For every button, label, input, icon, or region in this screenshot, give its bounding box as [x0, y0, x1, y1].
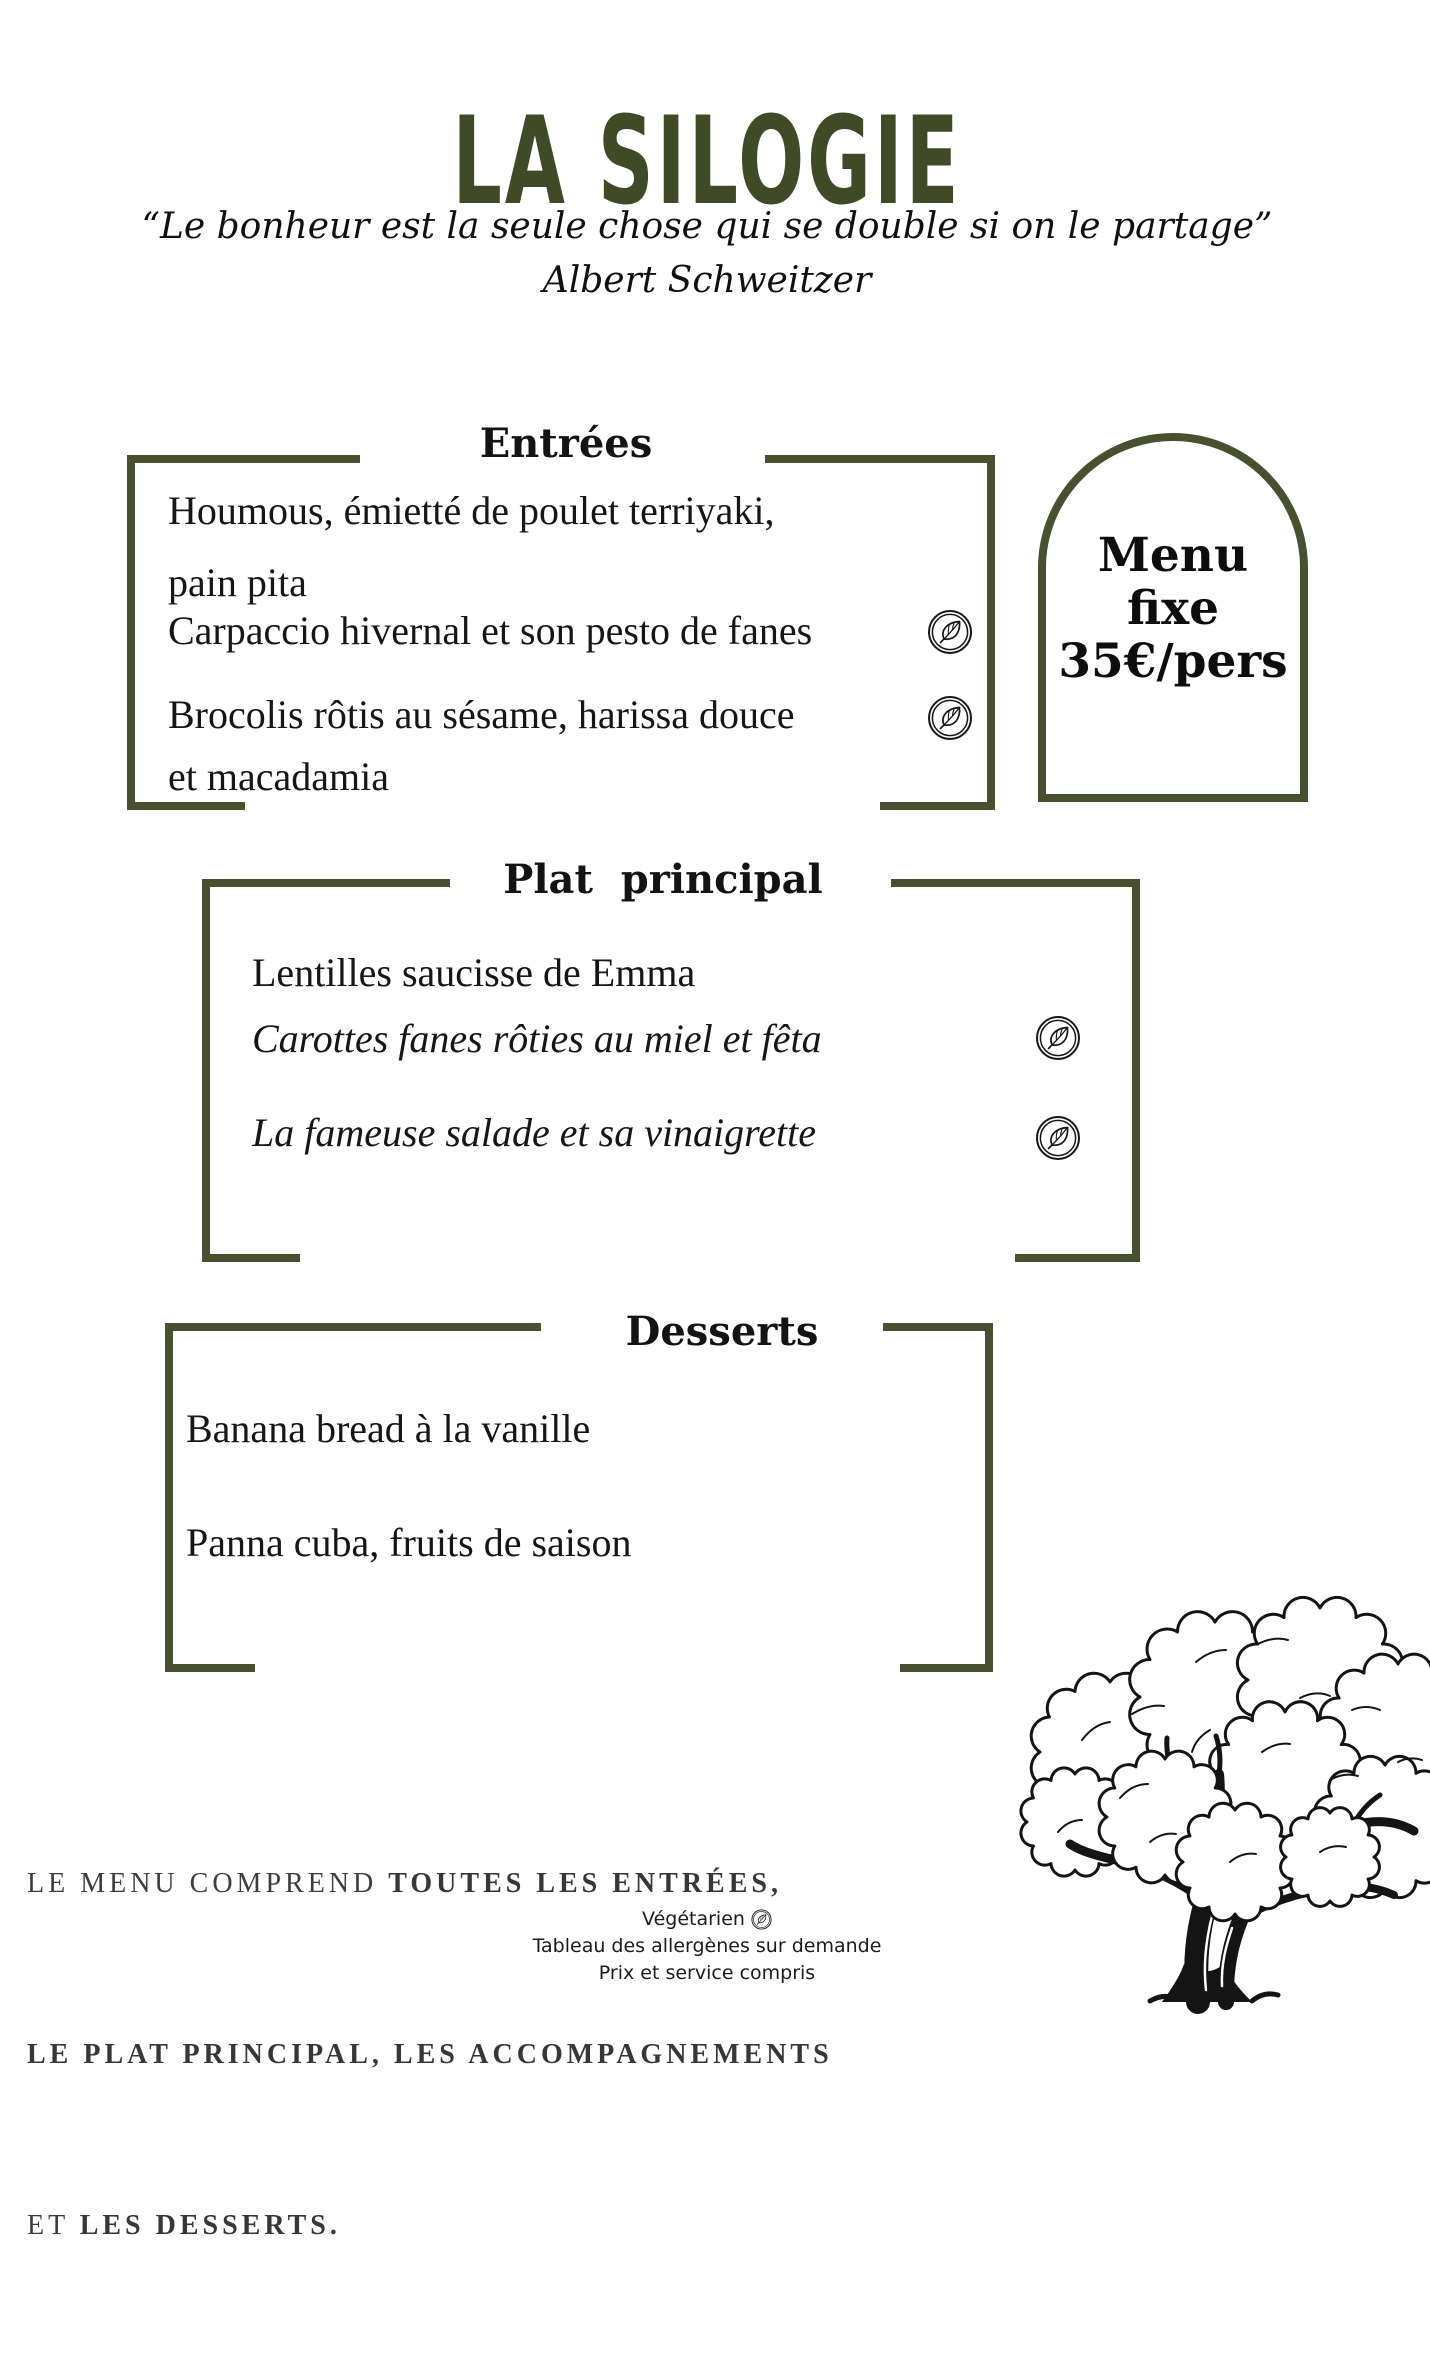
olive-tree-illustration — [1000, 1602, 1430, 2000]
legend-allergens: Tableau des allergènes sur demande — [532, 1935, 882, 1957]
menu-item-line: La fameuse salade et sa vinaigrette — [252, 1110, 816, 1155]
desserts-frame — [165, 1323, 993, 1672]
menu-item-line: Houmous, émietté de poulet terriyaki, — [168, 488, 775, 533]
restaurant-logo: LA SILOGIE — [452, 92, 962, 232]
quote-author: Albert Schweitzer — [542, 260, 872, 301]
vegetarian-leaf-icon — [751, 1909, 772, 1930]
plat-frame-bottom-gap — [300, 1254, 1015, 1263]
section-title-desserts: Desserts — [625, 1308, 819, 1355]
menu-item-line: Panna cuba, fruits de saison — [186, 1520, 632, 1565]
badge-line: fixe — [1126, 581, 1220, 636]
fixed-menu-price-badge — [1038, 433, 1308, 802]
menu-item-line: Carpaccio hivernal et son pesto de fanes — [168, 608, 813, 653]
plat-principal-frame — [202, 879, 1140, 1262]
menu-item-line: pain pita — [168, 560, 307, 605]
note-line: LE PLAT PRINCIPAL, LES ACCOMPAGNEMENTS — [27, 2039, 833, 2070]
entrees-frame-bottom-gap — [245, 802, 880, 811]
vegetarian-leaf-icon — [1035, 1115, 1081, 1161]
vegetarian-leaf-icon — [1035, 1015, 1081, 1061]
note-line: LE MENU COMPREND TOUTES LES ENTRÉES, — [27, 1868, 782, 1899]
desserts-frame-bottom-gap — [255, 1664, 900, 1673]
legend-pricing: Prix et service compris — [598, 1962, 816, 1984]
legend-vegetarian: Végétarien — [0, 1906, 1414, 1933]
badge-line: Menu — [1097, 528, 1249, 583]
vegetarian-leaf-icon — [927, 609, 973, 655]
quote-text: “Le bonheur est la seule chose qui se double si on le partage” — [141, 206, 1273, 247]
section-title-entrees: Entrées — [479, 420, 653, 467]
menu-item-line: et macadamia — [168, 754, 389, 799]
note-line: ET LES DESSERTS. — [27, 2210, 341, 2241]
vegetarian-leaf-icon — [927, 695, 973, 741]
section-title-plat-principal: Plat principal — [503, 856, 823, 903]
badge-price: 35€/pers — [1058, 634, 1288, 689]
menu-item-line: Lentilles saucisse de Emma — [252, 950, 696, 995]
menu-item-line: Brocolis rôtis au sésame, harissa douce — [168, 692, 795, 737]
menu-item-line: Carottes fanes rôties au miel et fêta — [252, 1016, 822, 1061]
menu-item-line: Banana bread à la vanille — [186, 1406, 591, 1451]
menu-inclusion-note — [27, 1741, 833, 2368]
